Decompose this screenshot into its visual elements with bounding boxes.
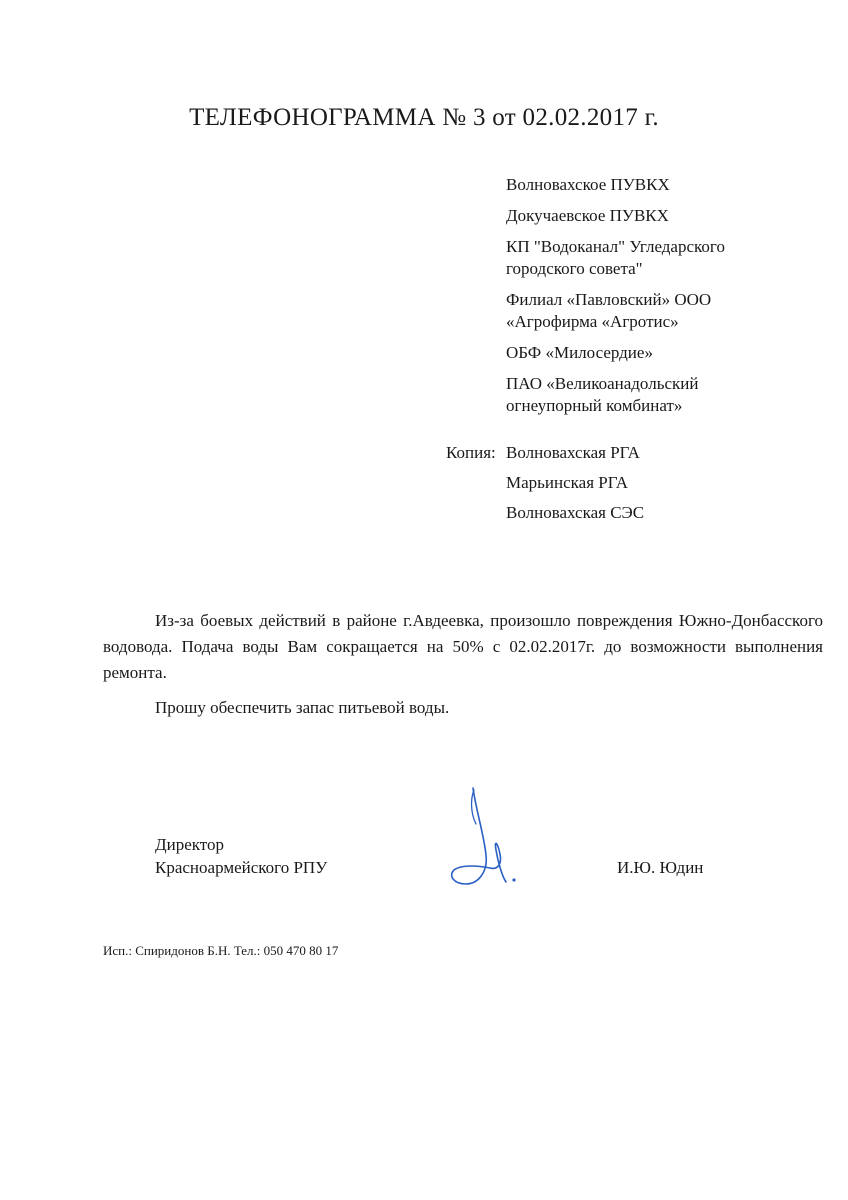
message-body — [103, 608, 823, 721]
recipient-item: Волновахское ПУВКХ — [506, 175, 670, 194]
handwritten-signature — [440, 780, 530, 895]
signatory-name: И.Ю. Юдин — [617, 858, 704, 877]
recipient-item: ОБФ «Милосердие» — [506, 343, 653, 362]
copy-item: Волновахская СЭС — [506, 503, 645, 522]
signatory-position: Директор Красноармейского РПУ — [155, 835, 328, 877]
copy-item: Марьинская РГА — [506, 473, 628, 492]
recipient-item: Филиал «Павловский» ООО «Агрофирма «Агротис» — [506, 290, 712, 331]
recipient-item: ПАО «Великоанадольский огнеупорный комбинат» — [506, 374, 699, 415]
executor-line: Исп.: Спиридонов Б.Н. Тел.: 050 470 80 17 — [103, 943, 339, 958]
copy-item: Волновахская РГА — [506, 443, 640, 462]
body-paragraph: Прошу обеспечить запас питьевой воды. — [155, 698, 450, 717]
recipients-list — [506, 174, 836, 426]
document-title: ТЕЛЕФОНОГРАММА № 3 от 02.02.2017 г. — [189, 104, 659, 131]
recipient-item: Докучаевское ПУВКХ — [506, 206, 669, 225]
body-paragraph: Из-за боевых действий в районе г.Авдеевка, произошло повреждения Южно-Донбасского водовода. Подача воды Вам сокращается на 50% с 02.02.2017г. до возможности выполнения ремонта. — [103, 611, 823, 682]
recipient-item: КП "Водоканал" Угледарского городского совета" — [506, 237, 725, 278]
copy-label: Копия: — [446, 443, 496, 462]
copies-list — [506, 442, 836, 532]
